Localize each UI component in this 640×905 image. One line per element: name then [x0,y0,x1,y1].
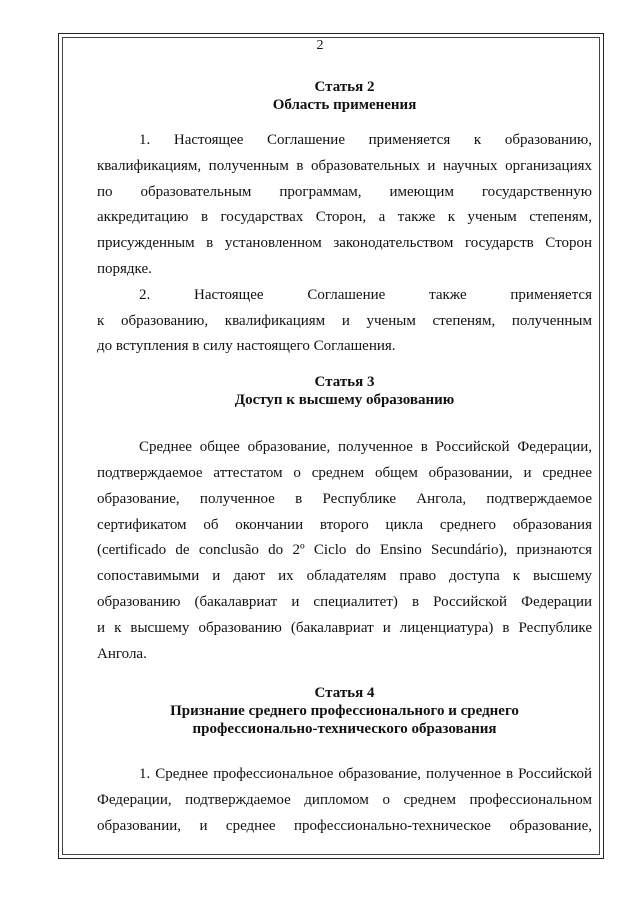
article-3-line: сопоставимыми и дают их обладателям право доступа к высшему [97,568,592,585]
article-3-line: Среднее общее образование, полученное в Российской Федерации, [139,439,592,456]
article-3-line: образование, полученное в Республике Ангола, подтверждаемое [97,490,592,507]
article-4-title: Статья 4 [314,685,375,702]
article-2-para-1-line: присужденным в установленном законодательством государств Сторон [97,235,592,252]
article-3-line: образованию (бакалавриат и специалитет) в Российской Федерации [97,593,592,610]
article-4-line: 1. Среднее профессиональное образование, полученное в Российской [139,766,592,783]
article-2-para-2-line: до вступления в силу настоящего Соглашения. [97,338,396,355]
article-2-para-2-line: к образованию, квалификациям и ученым степеням, полученным [97,312,592,329]
article-2-subtitle: Область применения [272,97,417,113]
article-3-line: Ангола. [97,645,147,662]
article-2-para-1-line: 1. Настоящее Соглашение применяется к образованию, [139,132,592,148]
article-2-para-2-line: 2. Настоящее Соглашение также применяется [139,286,592,303]
article-2-title: Статья 2 [314,79,375,95]
article-3-line: и к высшему образованию (бакалавриат и лиценциатура) в Республике [97,619,592,636]
article-4-line: Федерации, подтверждаемое дипломом о среднем профессиональном [97,792,592,809]
article-3-subtitle: Доступ к высшему образованию [234,392,455,409]
article-3 [97,373,592,667]
page-number: 2 [316,38,324,53]
article-2-para-1-line: порядке. [97,260,152,277]
article-4-subtitle: профессионально-технического образования [192,721,497,738]
article-4-line: образовании, и среднее профессионально-техническое образование, [97,817,592,834]
article-3-line: сертификатом об окончании второго цикла среднего образования [97,516,592,533]
article-2-para-1-line: квалификациям, полученным в образовательных и научных организациях [97,157,592,174]
article-2-para-1-line: аккредитацию в государствах Сторон, а также к ученым степеням, [97,209,592,226]
article-3-title: Статья 3 [314,374,375,391]
article-3-line: (certificado de conclusão do 2º Ciclo do Ensino Secundário), признаются [97,542,592,559]
article-2 [97,78,592,360]
article-2-para-1-line: по образовательным программам, имеющим государственную [97,183,592,200]
article-4 [97,684,592,839]
document-body [97,78,592,840]
article-4-subtitle: Признание среднего профессионального и среднего [170,703,519,720]
article-3-line: подтверждаемое аттестатом о среднем общем образовании, и среднее [97,464,592,481]
